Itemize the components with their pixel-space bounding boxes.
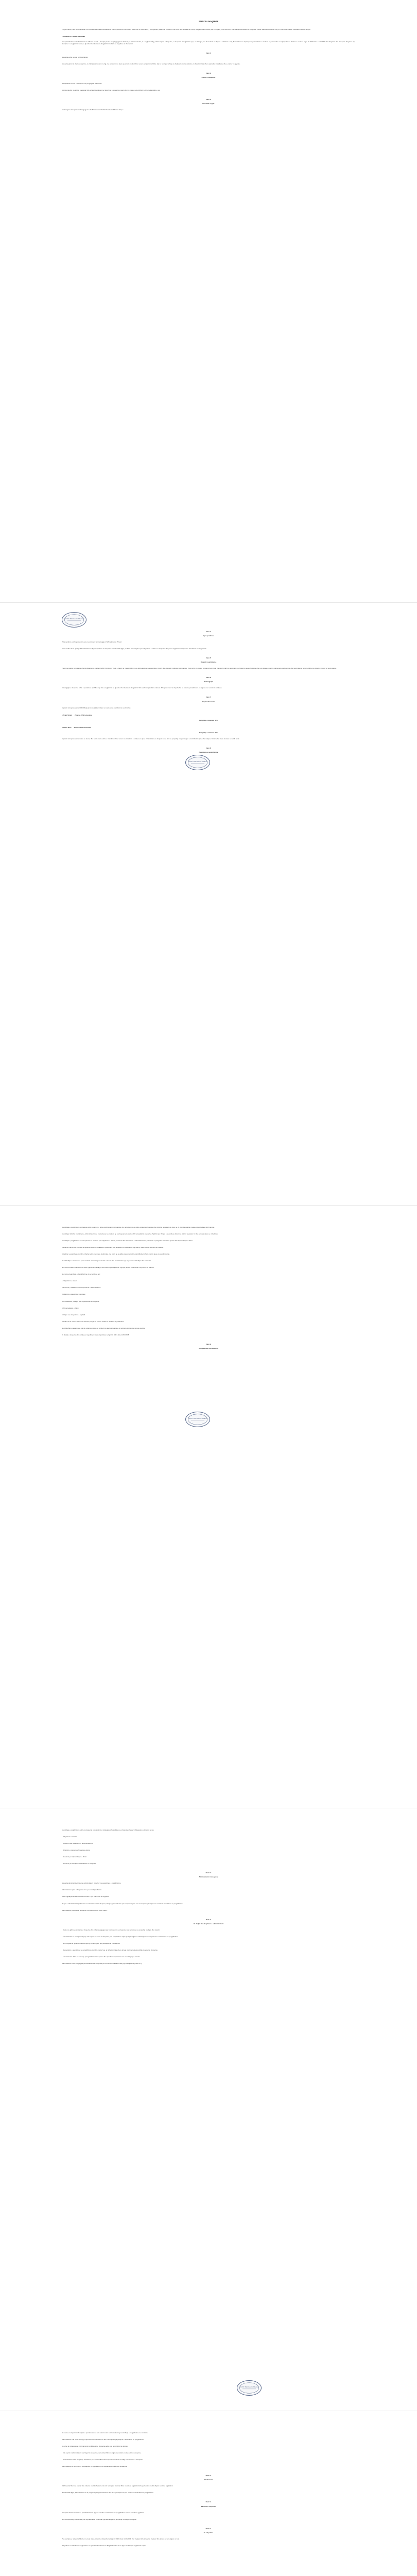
paragraph: Ndryshimet e statutit do te regjistrohen ne Qendren Kombetare te Regjistrimit dhe do te hyjne ne fuqi pas regjistrimit te tyre. bbox=[62, 2544, 146, 2547]
paragraph: Ne rast shperberje, likuidimi kryhet nga likuiduesi i emeruar nga asambleja, ne perputhje me dispozitat ligjore. bbox=[62, 2518, 137, 2520]
paragraph: Ne rast se ortaket nuk mund te marrin pjese ne mbledhje, ata mund te perfaqesohen nga nje person i autorizuar me prokure te shkruar. bbox=[62, 1266, 154, 1269]
paragraph: Ne mbledhjen e asamblese kur nje ortak ka interes te kundert me ate te shoqerise, ai nuk ka te drejte vote per ate ceshtje. bbox=[62, 1327, 146, 1329]
article-heading: Neni 14 bbox=[205, 2527, 212, 2530]
article-heading: Neni 4 bbox=[206, 631, 211, 633]
article-heading: Neni 7 bbox=[206, 696, 211, 699]
list-item: 1.Ndryshimin e statutit bbox=[62, 1280, 77, 1282]
paragraph: Administratori eshte pergjegjes personalisht ndaj shoqerise per demet qe i shkakton asaj nga shkelja e detyrave te tij. bbox=[62, 1962, 142, 1964]
article-heading: Neni 1 bbox=[206, 52, 211, 54]
owner-quota-value: Perqindja e zoteruar 50% bbox=[199, 719, 218, 721]
article-subtitle: Forma e shoqerise bbox=[201, 76, 216, 79]
paragraph: Vendimet merren me shumice te thjeshte votash te ortakeve te pranishem, me perjashtim te rasteve kur ligji ose ky statut kerkon shumice te cilesuar. bbox=[62, 1246, 164, 1249]
paragraph: Asambleja e pergjithshme ka kompetence te vendose per ndryshimin e statutit, emerimin dhe shkarkimin e administratoreve, miratimin e pasqyrave financiare vjetore dhe shperndarjen e fitimit. bbox=[62, 1240, 193, 1242]
page-2 bbox=[0, 603, 417, 1206]
paragraph: Administratori ka te drejten e perfaqesimit ne gjykata dhe ne organet e administrates shteterore. bbox=[62, 2465, 128, 2468]
intro-paragraph: 1.Arjan Tartari, I lori banonjë fiskar me 1/3/0/1/B/ Fenonrafte Bnbaute ne Tirane, Ronbindr Oronh/ihe e 0/e/1 Dne 2. Admir Ruci, I lori Operatri, Aaber me 01/0/1/0/1 nel Olum Bhe Bonraa ne Tirane, Rrega Unuaet Uoard, Aati Pn Npatu, ne e Infermon / mersbanjen themelimin e shoqerise 'Pacific Petroleum Albania' Sh.p.k. ose shkurt Pacific Petroleum Albania Sh.p.k. bbox=[62, 28, 311, 30]
article-subtitle: Te ndryshme bbox=[203, 2531, 214, 2534]
paragraph: - Me pelqimin e asamblese se pergjithshme mund te marre hua, te lidhe kontrata dhe te kryeje veprime te tjera juridike ne emer te shoqerise. bbox=[62, 1948, 158, 1951]
paragraph: Kohezgjatja e shoqerise eshte e pacaktuar. Ajo fillon nga dita e regjistrimit ne Qendren Kombetare te Regjistrimit dhe vazhdon pa afat te caktuar. Shoqeria mund te shperbehet ne rastet e parashikuara ne ligj ose me vendim te ortakeve. bbox=[62, 687, 222, 689]
paragraph: Shoqeria ka formen e shoqerise me pergjegjesi te kufizuar. bbox=[62, 82, 102, 85]
company-stamp bbox=[237, 2380, 262, 2396]
paragraph: Kete vendim do te njoftoje Administratori ne Zyren qendrore te shoqerise brenda afatit ligjor, ne baze te te drejtave per ndryshimin e selise se shoqerise dhe per ta regjistruar ne Qendren Kombetare te Regjistrimit. bbox=[62, 648, 207, 650]
article-subtitle: Objekti i veprimtarise bbox=[200, 661, 217, 664]
article-subtitle: Administratori i shoqerise bbox=[199, 1876, 218, 1878]
svg-text:Pacific Petroleum Albania: Pacific Petroleum Albania bbox=[188, 760, 207, 763]
paragraph: - Cdo veprim i administratorit per llogari te shoqerise, ne kundershtim me ligjin ose statutin, nuk e detyron shoqerine. bbox=[62, 2452, 142, 2454]
article-subtitle: Mbarimi i shoqerise bbox=[201, 2505, 216, 2507]
list-item: - Miratimin e pasqyrave financiare vjetore bbox=[62, 1849, 90, 1852]
paragraph: Shoqeria gëzon te drejta e detyrime, te cilat parashikohen me ligj, me perjashtim te atyre qe jane te perkohshme vetem per personat fizike. Ajo ka te drejte te fitoje te drejta e te marre detyrime, te beje kontrata dhe te paraqitet si paditese dhe e paditur ne gjykate. bbox=[62, 63, 240, 65]
list-item: - Emerimin dhe shkarkimin e administratoreve bbox=[62, 1842, 94, 1845]
article-subtitle: Asambleja e pergjithshme bbox=[199, 751, 218, 753]
list-item: - Ndryshimin e statutit bbox=[62, 1836, 77, 1838]
paragraph: Vendimi do te merret vetem me shumice prej dy te treta te votave te ortakeve te pranishem. bbox=[62, 1320, 125, 1323]
company-stamp bbox=[185, 1412, 210, 1427]
article-heading: Neni 3 bbox=[206, 98, 211, 101]
page-5 bbox=[0, 2411, 417, 2576]
list-item: 3.Miratimin e pasqyrave financiare bbox=[62, 1293, 85, 1296]
page-1 bbox=[0, 0, 417, 603]
article-heading: Neni 11 bbox=[205, 1918, 212, 1921]
paragraph: Emri tregtar i shoqerise ne Pergjegjesi te Kufizuar eshte 'Pacific Petroleum Albania' Sh.p.k. bbox=[62, 109, 124, 111]
paragraph: Shoqeria administrohet nga nje administrator i zgjedhur nga asambleja e pergjithshme. bbox=[62, 1882, 121, 1885]
paragraph: Detyra e administratorit perfundon me mbarimin e afatit 5 vjecar, vdekjen, pamundesine per te kryer detyren ose me heqjen nga detyra me vendim te asamblese se pergjithshme. bbox=[62, 1902, 183, 1905]
article-subtitle: Emertimi tregtar bbox=[202, 103, 215, 105]
paragraph: Shoqeria Pinduane Pacific Petroleum Albania Sh.p.k. , shoqëri private me përgjegjësi të kufizuar, e cila themelohet, si e regjistruar ligj, ndikon sipas, i shoqerive, e shoqerive si regjistrimi i tyre, ne ti tregut, me themelimin ne dhjete e ushtrimin e saj, themelohet me shprehjen e perbashket te ortakeve te permendur me sipër, dhe ne zbatim te nenit ne Ligjin Nr. 9901 date 14/04/2008 'Per Tregtaret dhe Shoqerite Tregtare'. Nje shoqëri e ri e regjistrimit te saj ne Qendren Kombetare te Regjistrimit ne baze te rregullave te themelimit. bbox=[62, 40, 355, 45]
quota-owner-1 bbox=[62, 714, 355, 716]
list-heading: Ne rast se Asambleja e Pergjithshme do te vendose per: bbox=[62, 1273, 100, 1276]
paragraph: Ai duhet te mbaje sekret informacionin konfidencial te shoqerise edhe pas perfundimit te detyres. bbox=[62, 2445, 128, 2448]
list-item: 2.Emerimin, shkarkimin dhe shperblimin e administratorit bbox=[62, 1286, 101, 1289]
paragraph: - Ne mungese te tij mund te autorizoje nje person tjeter per perfaqesimin e shoqerise. bbox=[62, 1942, 120, 1944]
document-title: STATUTI I SHOQERISE bbox=[199, 21, 218, 23]
owner-quota-label: Zoteron 50% te kuotave bbox=[74, 726, 92, 728]
article-heading: Neni 12 bbox=[205, 2475, 212, 2477]
owner-name: 2.Admir Ruci bbox=[62, 726, 72, 728]
article-heading: Neni 6 bbox=[206, 676, 211, 679]
paragraph: Asambleja e pergjithshme eshte kompetente per caktimin e strategjise dhe politikes se shoqerise dhe per mbikeqyrjen e zbatimit te saj. bbox=[62, 1829, 154, 1831]
article-subtitle: Te drejtat dhe detyrimet e administratorit bbox=[193, 1922, 224, 1925]
paragraph: - administratori duhet te njoftoje asamblene per cdo konflikt interesi qe mund te kete ne lidhje me veprimet e shoqerise. bbox=[62, 2459, 143, 2461]
quota-owner-2 bbox=[62, 726, 355, 728]
article-heading: Neni 13 bbox=[205, 2501, 212, 2503]
paragraph: Brenda afatit ligjor, administratori do te pergatise pasqyrat financiare dhe do t'i paraqese ato per miratim ne asamblene e pergjithshme. bbox=[62, 2492, 154, 2494]
article-heading: Neni 10 bbox=[205, 1872, 212, 1874]
paragraph: Mbledhjet e asamblese mund te mbahen edhe me mjete elektronike, me kusht qe te gjithe pjesemarresit te identifikohen dhe te marrin pjese ne vendimmarrje. bbox=[62, 1253, 170, 1256]
svg-text:Pacific Petroleum Albania: Pacific Petroleum Albania bbox=[64, 618, 84, 620]
paragraph: Ne rast se nuk permbush detyrat e percaktuara ne kete statut mund te shkarkohet nga asambleja e pergjithshme ne cdo kohe. bbox=[62, 2432, 148, 2434]
article-subtitle: Kohezgjatja bbox=[204, 681, 213, 683]
list-item: 4.Te bashkuarit, ndarjen ose shperbereien e shoqerise bbox=[62, 1300, 99, 1302]
paragraph: Per ceshtjet qe nuk parashikohen ne kete statut, zbatohen dispozitat e Ligjit Nr. 9901 date 14/04/2008 'Per tregtaret dhe shoqerite tregtare' dhe akteve te tjera ligjore ne fuqi. bbox=[62, 2537, 180, 2540]
paragraph: Afati i zgjedhjes se administratorit eshte 5 vjet i cili mund te rizgjidhet. bbox=[62, 1895, 110, 1898]
article-heading: Neni 5 bbox=[206, 657, 211, 659]
company-stamp bbox=[62, 612, 86, 628]
article-heading: Neni 9 bbox=[206, 1343, 211, 1345]
svg-text:Pacific Petroleum Albania: Pacific Petroleum Albania bbox=[188, 1417, 207, 1420]
paragraph: Administratori nuk mund te kryeje veprimtari konkurruese me ate te shoqerise pa pelqimin e asamblese se pergjithshme. bbox=[62, 2438, 144, 2441]
paragraph: Zyra qendrore e shoqerise do te jete ne adresen : prane,Lagjja nr Wlëncknarowi 'Tirane' bbox=[62, 641, 122, 643]
list-item: - Vendimin per shkrirjen ose likuidimin e shoqerise bbox=[62, 1862, 96, 1865]
paragraph: Ne mbledhjen e asamblese procesverbali mbahet nga sekretari i caktuar dhe nenshkruhet nga kryesuesi i mbledhjes dhe sekretari. bbox=[62, 1260, 151, 1262]
svg-text:Pacific Petroleum Albania: Pacific Petroleum Albania bbox=[239, 2386, 259, 2388]
paragraph: Asambleja e pergjithshme e ortakeve eshte organi me i larte vendimmarres i shoqerise. Ajo perbehet nga te gjithe ortaket e shoqerise dhe mblidhet te pakten nje here ne vit, brenda gjashte muajve nga mbyllja e vitit financiar. bbox=[62, 1226, 215, 1228]
owner-name: 1.Arjan Tartari bbox=[62, 714, 73, 716]
article-subtitle: Kompetencat e Asamblese bbox=[198, 1347, 219, 1349]
paragraph: - Drejton te gjitha veprimtarite e shoqerise dhe mban pergjegjesi per perfaqesimin e shoqerise ndaj te treteve ne perputhje me ligjin dhe statutin. bbox=[62, 1928, 161, 1931]
paragraph: Administratori perfaqeson shoqerine ne marredheniet me te treten. bbox=[62, 1909, 108, 1911]
article-subtitle: Viti financiar bbox=[204, 2479, 213, 2481]
page-3 bbox=[0, 1206, 417, 1808]
paragraph: Shoqeria eshte person juridik shqiptar. bbox=[62, 56, 89, 58]
list-item: 6.Rritjen ose zvogelimin e kapitalit bbox=[62, 1313, 85, 1316]
owner-quota-value: Perqindja e zoteruar 50% bbox=[199, 731, 218, 734]
company-stamp bbox=[185, 755, 210, 770]
paragraph: Kapitali i shoqerise eshte ndare ne kuota, dhe secila kuote eshte e transferueshme vetem me miratimin e ortakeve te tjere. Ortaket kane te drejte te kene deri ne perputhje me perqindjen e kontributit te tyre, dhe ndarja e fitimit behet sipas kuotave te secilit ortak. bbox=[62, 737, 240, 740]
paragraph: Kapitali i shoqerise eshte 100.000 (njeqind mije) leke i ndare ne kuota sipas kontributit te secilit ortak. bbox=[62, 706, 131, 709]
article-heading: Neni 8 bbox=[206, 747, 211, 749]
paragraph: Te drejtat e shoqerise dhe ortakeve rregullohen sipas dispozitave te ligjit Nr. 9901 date 14/04/2008. bbox=[62, 1333, 130, 1336]
paragraph: - Administratori ka te drejte te kryeje cdo veprim ne emer te shoqerise, me perjashtim te atyre qe sipas ligjit ose statutit jane ne kompetence te asamblese se pergjithshme. bbox=[62, 1935, 179, 1938]
article-heading: Neni 2 bbox=[206, 72, 211, 75]
paragraph: Tregti me pakice karburante dhe lubrifikante me marke Pacific Petroleum. Tregti e hapur ne rrugezhvillimi ne te gjitha sektoret e ekonomise, importi dhe eksporti i mallrave te shoqerise. Tregti e lire ne tregun vendas dhe te huaj. Transport malli me automjete per llogari te vete shoqerise dhe te te treteve, ndertim stacionesh karburanti si dhe veprimtari te tjera ne lidhje me objektin kryesor te veprimtarise. bbox=[62, 667, 337, 670]
paragraph: - Administratori duhet te dorezoje pasqyrat financiare vjetore dhe raportin e veprimtarise tek asambleja per miratim. bbox=[62, 1955, 141, 1958]
list-item: - Vendimin per shperndarjen e fitimit bbox=[62, 1856, 87, 1858]
part-heading: I.SHPREHJA E PERGJITHSHME bbox=[62, 35, 85, 38]
article-subtitle: Zyra qendrore bbox=[203, 635, 214, 637]
page-4 bbox=[0, 1808, 417, 2411]
list-item: 5.Shpernadarjen e fitimit bbox=[62, 1307, 79, 1309]
paragraph: Ajo themelohet me afat te pacaktuar dhe ortaket pergjigjen per detyrimet e shoqerise vetem deri ne masen e kontributit te tyre ne kapitalin e saj. bbox=[62, 89, 160, 92]
paragraph: Administrator i pare i shoqerise do te jete zoti Arjan Tartari. bbox=[62, 1889, 102, 1891]
paragraph: Asambleja mblidhet me thirrjen e Administratorit ose me kerkesen e ortakeve qe perfaqesojne te pakten 5% te kapitalit te shoqerise. Njoftimi per thirrjen e asamblese behet me shkrim te pakten 10 dite perpara dates se mbledhjes. bbox=[62, 1233, 218, 1235]
owner-quota-label: Zoteron 50% te kuotave bbox=[75, 714, 92, 716]
paragraph: Viti financiar fillon me 1 janar dhe mbaron me 31 dhjetor te cdo viti. Viti i pare financiar fillon me dite te regjistrimit dhe perfundon me 31 dhjetor te vitit te regjistrimit. bbox=[62, 2485, 173, 2487]
paragraph: Shoqeria mbaron ne rastet e parashikuara me ligj, me vendim te asamblese se pergjithshme ose me vendim te gjykates. bbox=[62, 2511, 144, 2514]
article-subtitle: Kapitali themeltar bbox=[202, 700, 215, 703]
